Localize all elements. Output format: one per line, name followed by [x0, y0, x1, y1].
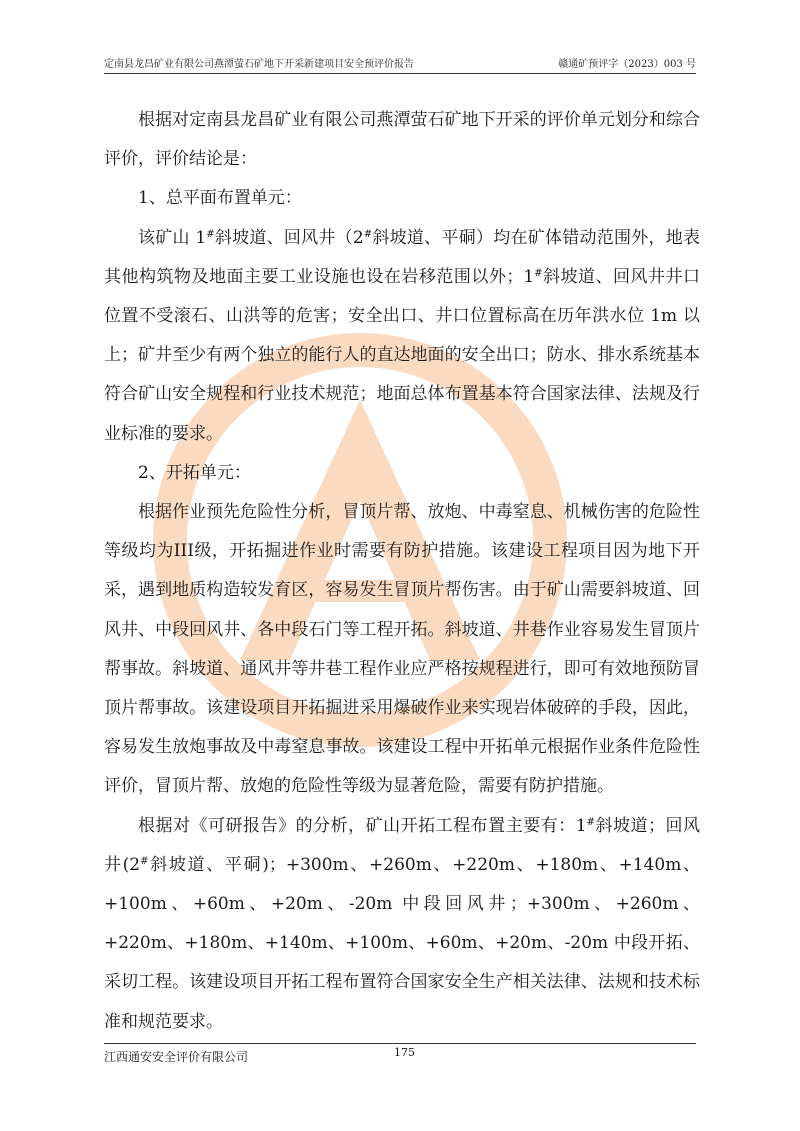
section-heading-development: 2、开拓单元： — [138, 462, 251, 483]
footer-organization: 江西通安安全评价有限公司 — [104, 1050, 249, 1064]
header-rule — [104, 73, 696, 74]
paragraph-development: 根据作业预先危险性分析，冒顶片帮、放炮、中毒窒息、机械伤害的危险性等级均为III级，开拓掘进作业时需要有防护措施。该建设工程项目因为地下开采，遇到地质构造较发育区，容易发生冒顶片帮伤害。由于矿山需要斜坡道、回风井、中段回风井、各中段石门等工程开拓。斜坡道、井巷作业容易发生冒顶片帮事故。斜坡道、通风井等井巷工程作业应严格按规程进行，即可有效地预防冒顶片帮事故。该建设项目开拓掘进采用爆破作业来实现岩体破碎的手段，因此，容易发生放炮事故及中毒窒息事故。该建设工程中开拓单元根据作业条件危险性评价，冒顶片帮、放炮的危险性等级为显著危险，需要有防护措施。 — [104, 502, 700, 797]
document-body — [104, 101, 700, 1042]
report-title: 定南县龙昌矿业有限公司燕潭萤石矿地下开采新建项目安全预评价报告 — [104, 59, 414, 70]
page-footer — [104, 1043, 696, 1064]
paragraph-intro: 根据对定南县龙昌矿业有限公司燕潭萤石矿地下开采的评价单元划分和综合评价，评价结论是： — [104, 110, 700, 170]
report-number: 赣通矿预评字（2023）003 号 — [558, 59, 696, 70]
page-number: 175 — [394, 1046, 415, 1059]
paragraph-feasibility: 根据对《可研报告》的分析，矿山开拓工程布置主要有：1#斜坡道；回风井(2#斜坡道、平硐)；+300m、+260m、+220m、+180m、+140m、+100m、+60m、+20m、-20m 中段回风井；+300m、+260m、+220m、+180m、+140m、+100m、+60m、+20m、-20m 中段开拓、采切工程。该建设项目开拓工程布置符合国家安全生产相关法律、法规和技术标准和规范要求。 — [104, 815, 700, 1032]
paragraph-layout: 该矿山 1#斜坡道、回风井（2#斜坡道、平硐）均在矿体错动范围外，地表其他构筑物及地面主要工业设施也设在岩移范围以外；1#斜坡道、回风井井口位置不受滚石、山洪等的危害；安全出口、井口位置标高在历年洪水位 1m 以上；矿井至少有两个独立的能行人的直达地面的安全出口；防水、排水系统基本符合矿山安全规程和行业技术规范；地面总体布置基本符合国家法律、法规及行业标准的要求。 — [104, 227, 701, 444]
section-heading-layout: 1、总平面布置单元： — [138, 188, 302, 209]
